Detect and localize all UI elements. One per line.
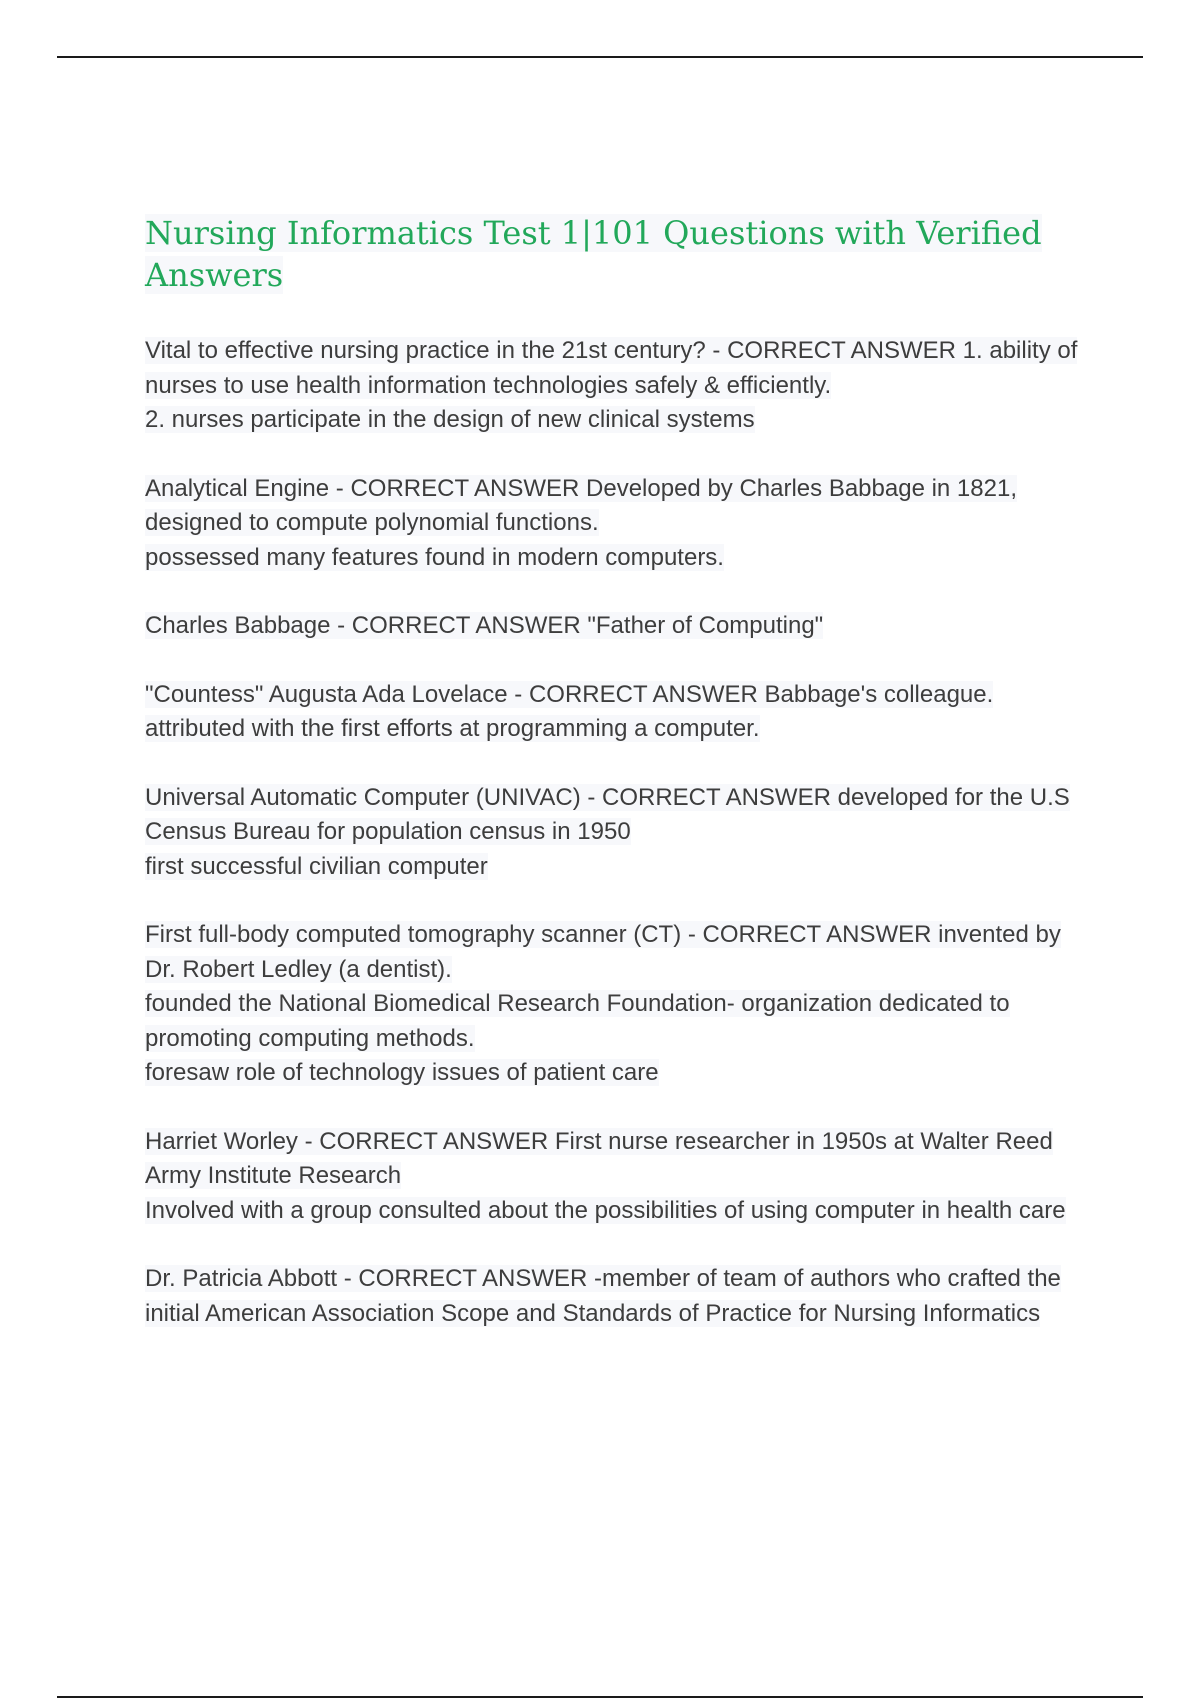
- qa-entry-line: first successful civilian computer: [145, 852, 488, 880]
- qa-entry-line: Analytical Engine - CORRECT ANSWER Developed by Charles Babbage in 1821, designed to compute polynomial functions.: [145, 474, 1017, 536]
- qa-entry-1: [145, 334, 1085, 438]
- qa-entry-line: Harriet Worley - CORRECT ANSWER First nurse researcher in 1950s at Walter Reed Army Institute Research: [145, 1127, 1053, 1189]
- qa-entry-line: attributed with the first efforts at programming a computer.: [145, 715, 760, 742]
- document-title: Nursing Informatics Test 1|101 Questions with Verified Answers: [145, 214, 1042, 294]
- qa-entry-line: First full-body computed tomography scanner (CT) - CORRECT ANSWER invented by Dr. Robert Ledley (a dentist).: [145, 921, 1061, 983]
- qa-entry-6: [145, 918, 1085, 1091]
- qa-entry-5: [145, 781, 1085, 885]
- qa-entry-7: [145, 1125, 1085, 1229]
- qa-entry-line: foresaw role of technology issues of patient care: [145, 1059, 659, 1086]
- qa-entry-2: [145, 472, 1085, 576]
- qa-entry-line: Dr. Patricia Abbott - CORRECT ANSWER -member of team of authors who crafted the initial American Association Scope and Standards of Practice for Nursing Informatics: [145, 1265, 1061, 1327]
- bottom-rule: [57, 1696, 1143, 1698]
- qa-entry-3: [145, 609, 1085, 644]
- qa-entry-8: [145, 1262, 1085, 1331]
- document-body: [145, 212, 1085, 1365]
- qa-entry-line: Vital to effective nursing practice in the 21st century? - CORRECT ANSWER 1. ability of nurses to use health information technologies safely & efficiently.: [145, 337, 1078, 399]
- qa-entry-4: [145, 678, 1085, 747]
- qa-entry-line: 2. nurses participate in the design of new clinical systems: [145, 406, 755, 433]
- top-rule: [57, 56, 1143, 58]
- qa-entry-line: founded the National Biomedical Research Foundation- organization dedicated to promoting computing methods.: [145, 990, 1010, 1052]
- qa-entry-line: Involved with a group consulted about the possibilities of using computer in health care: [145, 1196, 1066, 1224]
- qa-entry-line: "Countess" Augusta Ada Lovelace - CORRECT ANSWER Babbage's colleague.: [145, 680, 994, 708]
- qa-entry-line: Charles Babbage - CORRECT ANSWER "Father of Computing": [145, 612, 824, 639]
- qa-entry-line: possessed many features found in modern computers.: [145, 543, 724, 571]
- qa-entry-line: Universal Automatic Computer (UNIVAC) - CORRECT ANSWER developed for the U.S Census Bureau for population census in 1950: [145, 783, 1070, 845]
